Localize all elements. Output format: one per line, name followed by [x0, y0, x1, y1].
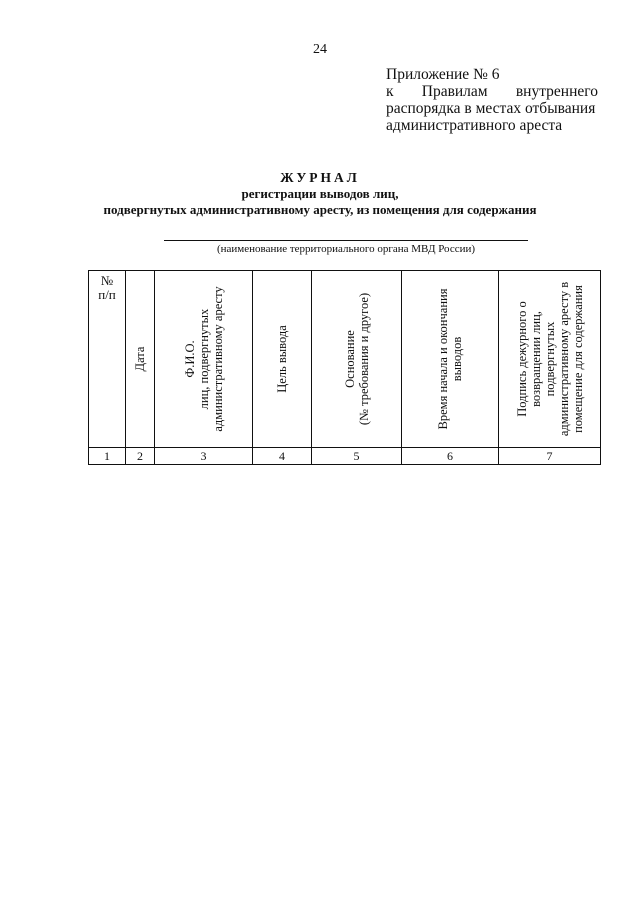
page-number: 24 — [313, 42, 327, 57]
header-purpose-text: Цель вывода — [275, 325, 289, 393]
journal-title-main: ЖУРНАЛ — [280, 170, 360, 185]
header-cell-fio — [155, 271, 253, 448]
header-signature-line: возвращении лиц, — [528, 311, 543, 407]
column-number-cell: 1 — [89, 448, 126, 465]
header-signature-line: помещение для содержания — [570, 285, 585, 433]
column-number-cell: 3 — [155, 448, 253, 465]
table-header-row — [89, 271, 601, 448]
header-cell-date — [126, 271, 155, 448]
column-number-cell: 5 — [312, 448, 402, 465]
header-fio-line: лиц, подвергнутых — [196, 308, 211, 410]
journal-title-line-2: регистрации выводов лиц, — [241, 186, 399, 201]
journal-title-line-3: подвергнутых административному аресту, из помещения для содержания — [103, 202, 537, 217]
header-date-text: Дата — [133, 346, 147, 372]
header-cell-signature — [499, 271, 601, 448]
journal-table — [88, 270, 601, 465]
column-number-cell: 2 — [126, 448, 155, 465]
appendix-line-4: административного ареста — [386, 117, 563, 134]
table-column-numbers-row — [89, 448, 601, 465]
header-cell-purpose — [253, 271, 312, 448]
appendix-word: к — [386, 83, 394, 100]
header-signature-line: подвергнутых — [542, 321, 557, 397]
appendix-line-3: распорядка в местах отбывания — [386, 100, 596, 117]
header-fio-line: административному аресту — [210, 286, 225, 432]
org-name-blank-line — [164, 240, 528, 241]
header-cell-time — [402, 271, 499, 448]
header-cell-basis — [312, 271, 402, 448]
header-number-line: п/п — [98, 287, 116, 302]
header-signature-line: административному аресту в — [556, 281, 571, 437]
appendix-word: внутреннего — [515, 83, 598, 100]
appendix-word: Правилам — [421, 83, 488, 100]
journal-title — [0, 170, 640, 218]
header-time-line: Время начала и окончания — [436, 288, 450, 430]
header-time-line: выводов — [450, 336, 464, 382]
header-number-line: № — [100, 273, 114, 288]
appendix-note — [386, 66, 598, 134]
org-name-caption: (наименование территориального органа МВД России) — [216, 243, 476, 255]
header-cell-number — [89, 271, 126, 448]
appendix-line-1: Приложение № 6 — [386, 66, 500, 83]
column-number-cell: 6 — [402, 448, 499, 465]
header-signature-line: Подпись дежурного о — [514, 301, 529, 417]
header-basis-line: (№ требования и другое) — [356, 292, 371, 426]
header-basis-line: Основание — [342, 330, 357, 388]
header-fio-line: Ф.И.О. — [182, 340, 197, 378]
column-number-cell: 7 — [499, 448, 601, 465]
appendix-line-2 — [386, 83, 598, 100]
column-number-cell: 4 — [253, 448, 312, 465]
